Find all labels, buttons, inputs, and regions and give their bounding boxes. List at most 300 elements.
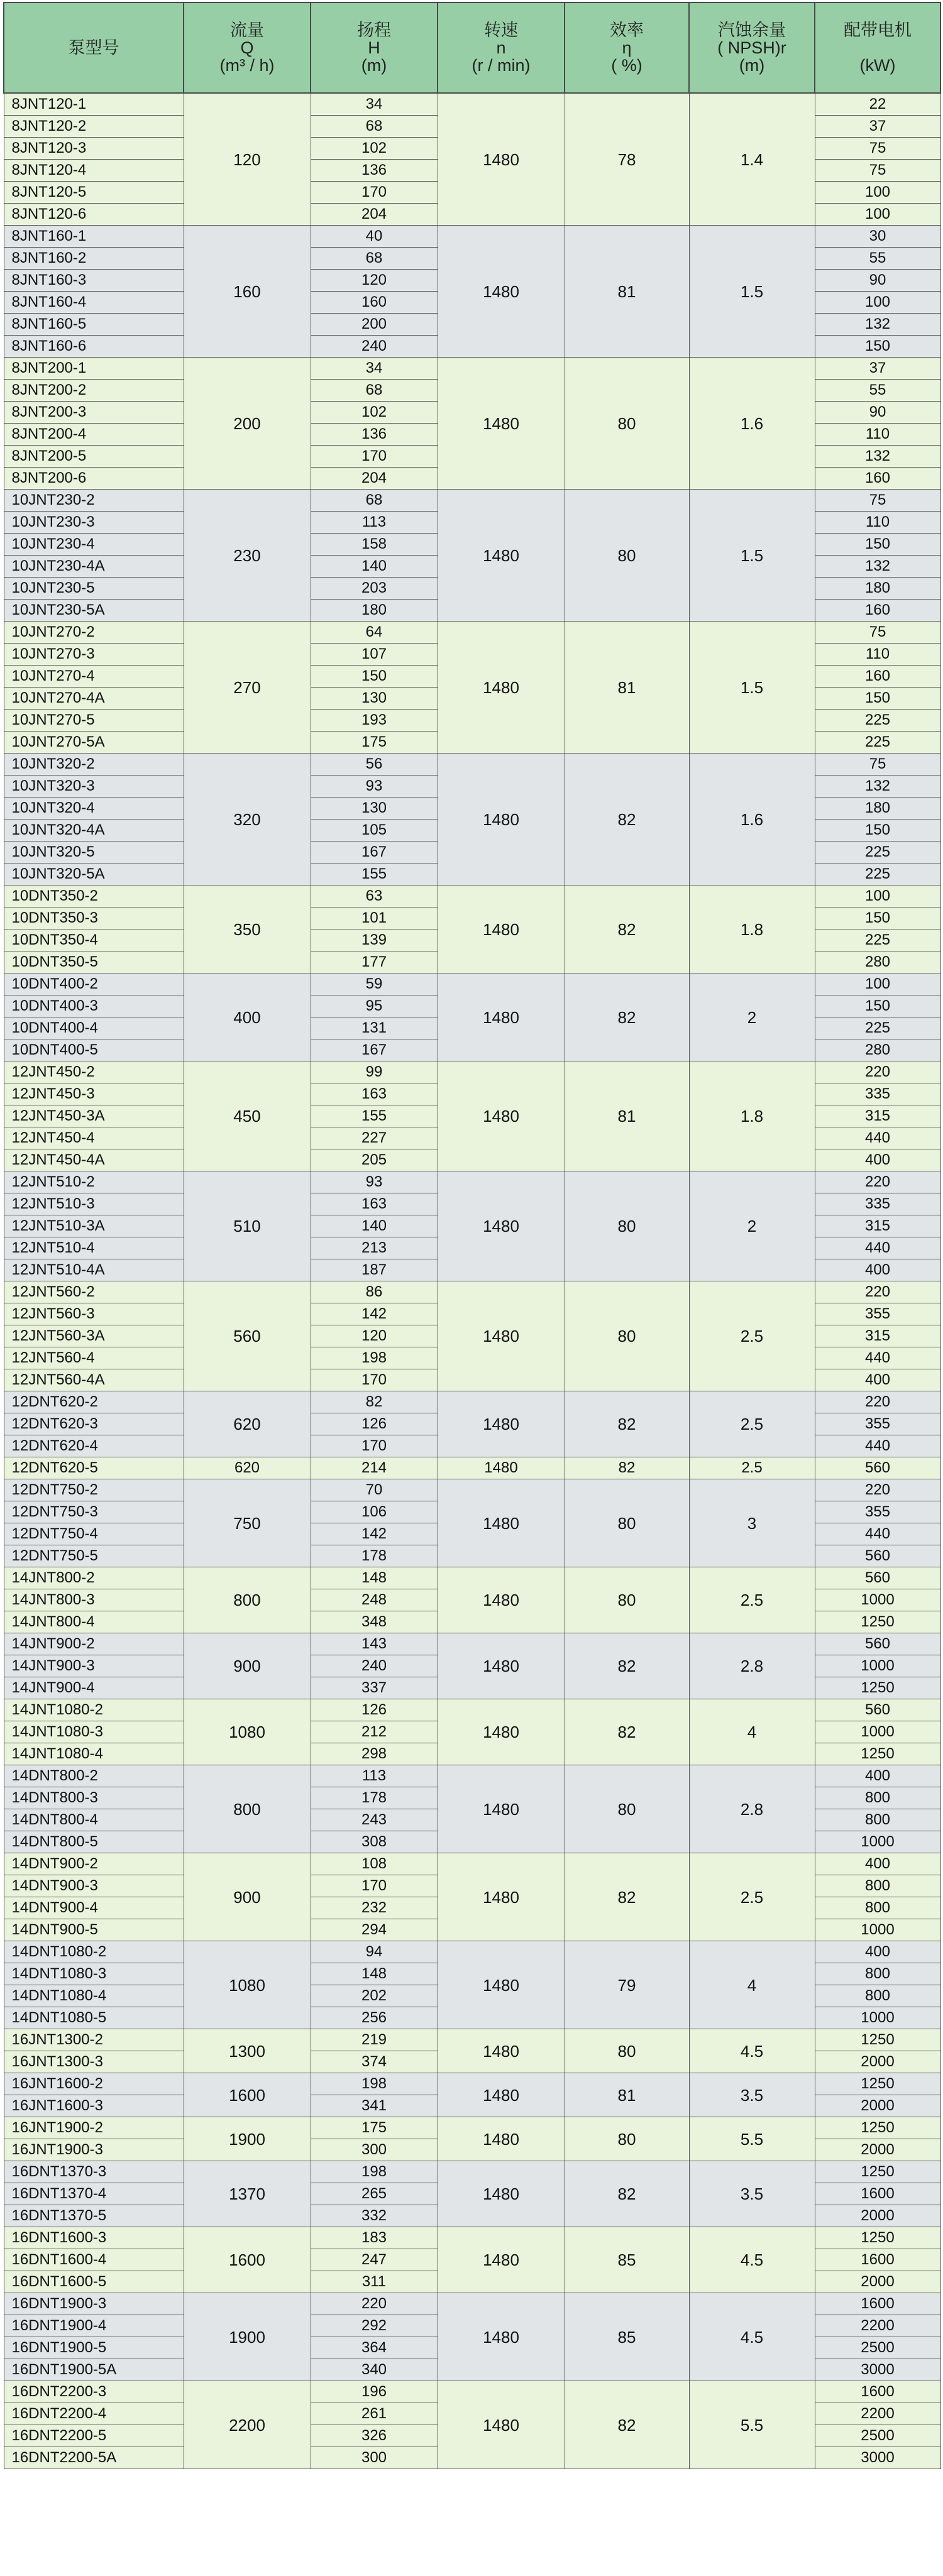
header-line: H <box>368 38 380 57</box>
model-cell: 16DNT2200-4 <box>4 2403 184 2425</box>
npsh-cell: 2.5 <box>689 1281 815 1391</box>
motor-power-cell: 75 <box>815 622 940 644</box>
model-cell: 8JNT160-6 <box>4 336 184 358</box>
head-cell: 106 <box>311 1501 438 1523</box>
head-cell: 95 <box>311 995 438 1017</box>
table-row <box>4 1479 940 1501</box>
head-cell: 155 <box>311 863 438 885</box>
motor-power-cell: 180 <box>815 797 940 819</box>
head-cell: 256 <box>311 2007 438 2029</box>
pump-spec-table <box>3 2 941 2469</box>
motor-power-cell: 1000 <box>815 1831 940 1853</box>
model-cell: 16JNT1600-2 <box>4 2073 184 2095</box>
head-cell: 364 <box>311 2337 438 2359</box>
model-cell: 8JNT200-2 <box>4 380 184 402</box>
speed-cell: 1480 <box>438 2029 565 2073</box>
motor-power-cell: 560 <box>815 1633 940 1655</box>
head-cell: 203 <box>311 578 438 600</box>
header-speed <box>438 3 565 93</box>
npsh-cell: 3 <box>689 1479 815 1567</box>
npsh-cell: 2 <box>689 973 815 1061</box>
model-cell: 12JNT510-4A <box>4 1259 184 1281</box>
head-cell: 68 <box>311 380 438 402</box>
header-model <box>4 3 184 93</box>
motor-power-cell: 150 <box>815 336 940 358</box>
speed-cell: 1480 <box>438 1479 565 1567</box>
head-cell: 34 <box>311 93 438 116</box>
model-cell: 16DNT1370-5 <box>4 2205 184 2227</box>
head-cell: 142 <box>311 1523 438 1545</box>
efficiency-cell: 80 <box>565 1765 689 1853</box>
motor-power-cell: 100 <box>815 182 940 204</box>
head-cell: 340 <box>311 2359 438 2381</box>
speed-cell: 1480 <box>438 1567 565 1633</box>
motor-power-cell: 1250 <box>815 2073 940 2095</box>
flow-cell: 560 <box>184 1281 311 1391</box>
model-cell: 12JNT510-2 <box>4 1171 184 1193</box>
head-cell: 212 <box>311 1721 438 1743</box>
model-cell: 16JNT1300-3 <box>4 2051 184 2073</box>
model-cell: 10JNT320-4A <box>4 819 184 841</box>
model-cell: 8JNT120-2 <box>4 116 184 138</box>
efficiency-cell: 82 <box>565 2161 689 2227</box>
npsh-cell: 1.5 <box>689 622 815 754</box>
motor-power-cell: 1000 <box>815 1721 940 1743</box>
head-cell: 64 <box>311 622 438 644</box>
efficiency-cell: 80 <box>565 2029 689 2073</box>
motor-power-cell: 225 <box>815 710 940 732</box>
flow-cell: 450 <box>184 1061 311 1171</box>
motor-power-cell: 800 <box>815 1787 940 1809</box>
model-cell: 14JNT1080-3 <box>4 1721 184 1743</box>
head-cell: 99 <box>311 1061 438 1083</box>
efficiency-cell: 82 <box>565 885 689 973</box>
efficiency-cell: 80 <box>565 1171 689 1281</box>
npsh-cell: 1.4 <box>689 93 815 226</box>
table-row <box>4 2029 940 2051</box>
head-cell: 232 <box>311 1897 438 1919</box>
model-cell: 12JNT510-3A <box>4 1215 184 1237</box>
motor-power-cell: 355 <box>815 1303 940 1325</box>
motor-power-cell: 225 <box>815 863 940 885</box>
efficiency-cell: 82 <box>565 1633 689 1699</box>
flow-cell: 350 <box>184 885 311 973</box>
head-cell: 158 <box>311 534 438 556</box>
table-row <box>4 2161 940 2183</box>
speed-cell: 1480 <box>438 2073 565 2117</box>
speed-cell: 1480 <box>438 1941 565 2029</box>
flow-cell: 620 <box>184 1391 311 1457</box>
model-cell: 12DNT620-3 <box>4 1413 184 1435</box>
speed-cell: 1480 <box>438 2293 565 2381</box>
motor-power-cell: 355 <box>815 1501 940 1523</box>
model-cell: 14DNT1080-3 <box>4 1963 184 1985</box>
motor-power-cell: 160 <box>815 468 940 490</box>
model-cell: 16DNT1600-4 <box>4 2249 184 2271</box>
header-line: (m³ / h) <box>219 56 275 75</box>
flow-cell: 1300 <box>184 2029 311 2073</box>
motor-power-cell: 1250 <box>815 1677 940 1699</box>
speed-cell: 1480 <box>438 490 565 622</box>
head-cell: 140 <box>311 1215 438 1237</box>
motor-power-cell: 440 <box>815 1127 940 1149</box>
model-cell: 12JNT450-2 <box>4 1061 184 1083</box>
model-cell: 10JNT320-4 <box>4 797 184 819</box>
flow-cell: 400 <box>184 973 311 1061</box>
head-cell: 108 <box>311 1853 438 1875</box>
motor-power-cell: 150 <box>815 688 940 710</box>
table-row <box>4 1281 940 1303</box>
model-cell: 14JNT900-3 <box>4 1655 184 1677</box>
head-cell: 200 <box>311 314 438 336</box>
motor-power-cell: 800 <box>815 1963 940 1985</box>
npsh-cell: 1.5 <box>689 490 815 622</box>
head-cell: 204 <box>311 204 438 226</box>
efficiency-cell: 85 <box>565 2293 689 2381</box>
model-cell: 14DNT800-5 <box>4 1831 184 1853</box>
motor-power-cell: 400 <box>815 1149 940 1171</box>
head-cell: 326 <box>311 2425 438 2447</box>
motor-power-cell: 335 <box>815 1083 940 1105</box>
efficiency-cell: 81 <box>565 622 689 754</box>
header-line: (kW) <box>859 56 896 75</box>
motor-power-cell: 2500 <box>815 2337 940 2359</box>
head-cell: 337 <box>311 1677 438 1699</box>
table-row <box>4 490 940 512</box>
motor-power-cell: 55 <box>815 248 940 270</box>
head-cell: 170 <box>311 1875 438 1897</box>
motor-power-cell: 400 <box>815 1765 940 1787</box>
head-cell: 240 <box>311 1655 438 1677</box>
header-line: 转速 <box>484 21 518 40</box>
model-cell: 14DNT900-4 <box>4 1897 184 1919</box>
npsh-cell: 2 <box>689 1171 815 1281</box>
model-cell: 14DNT1080-5 <box>4 2007 184 2029</box>
flow-cell: 2200 <box>184 2381 311 2469</box>
npsh-cell: 2.5 <box>689 1853 815 1941</box>
npsh-cell: 4.5 <box>689 2029 815 2073</box>
model-cell: 12JNT510-3 <box>4 1193 184 1215</box>
motor-power-cell: 132 <box>815 776 940 797</box>
table-row <box>4 1567 940 1589</box>
head-cell: 308 <box>311 1831 438 1853</box>
motor-power-cell: 110 <box>815 424 940 446</box>
head-cell: 214 <box>311 1457 438 1479</box>
model-cell: 10DNT350-3 <box>4 907 184 929</box>
speed-cell: 1480 <box>438 1765 565 1853</box>
speed-cell: 1480 <box>438 2161 565 2227</box>
model-cell: 12JNT450-3 <box>4 1083 184 1105</box>
speed-cell: 1480 <box>438 1171 565 1281</box>
efficiency-cell: 79 <box>565 1941 689 2029</box>
model-cell: 10JNT270-5 <box>4 710 184 732</box>
head-cell: 193 <box>311 710 438 732</box>
efficiency-cell: 85 <box>565 2227 689 2293</box>
head-cell: 131 <box>311 1017 438 1039</box>
table-row <box>4 2073 940 2095</box>
speed-cell: 1480 <box>438 1699 565 1765</box>
head-cell: 170 <box>311 1369 438 1391</box>
motor-power-cell: 1000 <box>815 1655 940 1677</box>
table-row <box>4 1853 940 1875</box>
header-line: 泵型号 <box>68 38 119 57</box>
efficiency-cell: 80 <box>565 1567 689 1633</box>
head-cell: 198 <box>311 2161 438 2183</box>
motor-power-cell: 1600 <box>815 2381 940 2403</box>
model-cell: 14JNT1080-2 <box>4 1699 184 1721</box>
motor-power-cell: 2000 <box>815 2095 940 2117</box>
head-cell: 126 <box>311 1413 438 1435</box>
model-cell: 8JNT200-4 <box>4 424 184 446</box>
motor-power-cell: 560 <box>815 1699 940 1721</box>
header-line <box>815 39 940 57</box>
model-cell: 10JNT320-2 <box>4 754 184 776</box>
motor-power-cell: 75 <box>815 160 940 182</box>
motor-power-cell: 2000 <box>815 2139 940 2161</box>
model-cell: 12JNT560-4 <box>4 1347 184 1369</box>
head-cell: 167 <box>311 1039 438 1061</box>
motor-power-cell: 37 <box>815 358 940 380</box>
model-cell: 10DNT400-2 <box>4 973 184 995</box>
head-cell: 136 <box>311 424 438 446</box>
model-cell: 8JNT160-3 <box>4 270 184 292</box>
motor-power-cell: 100 <box>815 292 940 314</box>
head-cell: 155 <box>311 1105 438 1127</box>
head-cell: 227 <box>311 1127 438 1149</box>
motor-power-cell: 225 <box>815 929 940 951</box>
npsh-cell: 4.5 <box>689 2227 815 2293</box>
speed-cell: 1480 <box>438 1391 565 1457</box>
motor-power-cell: 225 <box>815 841 940 863</box>
speed-cell: 1480 <box>438 226 565 358</box>
motor-power-cell: 100 <box>815 204 940 226</box>
head-cell: 139 <box>311 929 438 951</box>
npsh-cell: 3.5 <box>689 2161 815 2227</box>
speed-cell: 1480 <box>438 2117 565 2161</box>
model-cell: 8JNT120-3 <box>4 138 184 160</box>
motor-power-cell: 1000 <box>815 1919 940 1941</box>
motor-power-cell: 1250 <box>815 2161 940 2183</box>
motor-power-cell: 160 <box>815 600 940 622</box>
header-line: 效率 <box>610 21 644 40</box>
motor-power-cell: 2000 <box>815 2205 940 2227</box>
motor-power-cell: 440 <box>815 1435 940 1457</box>
efficiency-cell: 82 <box>565 973 689 1061</box>
model-cell: 14JNT800-4 <box>4 1611 184 1633</box>
motor-power-cell: 220 <box>815 1281 940 1303</box>
speed-cell: 1480 <box>438 2227 565 2293</box>
efficiency-cell: 81 <box>565 1061 689 1171</box>
flow-cell: 200 <box>184 358 311 490</box>
head-cell: 86 <box>311 1281 438 1303</box>
npsh-cell: 1.6 <box>689 754 815 885</box>
head-cell: 143 <box>311 1633 438 1655</box>
motor-power-cell: 800 <box>815 1809 940 1831</box>
model-cell: 10JNT230-3 <box>4 512 184 534</box>
speed-cell: 1480 <box>438 1457 565 1479</box>
flow-cell: 900 <box>184 1853 311 1941</box>
model-cell: 10DNT350-5 <box>4 951 184 973</box>
motor-power-cell: 75 <box>815 754 940 776</box>
head-cell: 187 <box>311 1259 438 1281</box>
model-cell: 12JNT450-3A <box>4 1105 184 1127</box>
flow-cell: 1900 <box>184 2293 311 2381</box>
model-cell: 14JNT900-4 <box>4 1677 184 1699</box>
model-cell: 10JNT230-5 <box>4 578 184 600</box>
table-row <box>4 1391 940 1413</box>
header-line: 配带电机 <box>844 21 912 40</box>
table-header <box>4 3 940 93</box>
npsh-cell: 2.5 <box>689 1457 815 1479</box>
motor-power-cell: 2200 <box>815 2315 940 2337</box>
model-cell: 10JNT230-2 <box>4 490 184 512</box>
speed-cell: 1480 <box>438 93 565 226</box>
table-row <box>4 754 940 776</box>
head-cell: 196 <box>311 2381 438 2403</box>
head-cell: 105 <box>311 819 438 841</box>
head-cell: 175 <box>311 2117 438 2139</box>
model-cell: 16DNT2200-5A <box>4 2447 184 2469</box>
model-cell: 10DNT400-4 <box>4 1017 184 1039</box>
head-cell: 59 <box>311 973 438 995</box>
head-cell: 170 <box>311 182 438 204</box>
efficiency-cell: 80 <box>565 358 689 490</box>
head-cell: 292 <box>311 2315 438 2337</box>
motor-power-cell: 132 <box>815 556 940 578</box>
head-cell: 113 <box>311 512 438 534</box>
model-cell: 14DNT1080-4 <box>4 1985 184 2007</box>
efficiency-cell: 82 <box>565 2381 689 2469</box>
motor-power-cell: 2000 <box>815 2271 940 2293</box>
model-cell: 16DNT2200-3 <box>4 2381 184 2403</box>
head-cell: 261 <box>311 2403 438 2425</box>
table-row <box>4 226 940 248</box>
motor-power-cell: 150 <box>815 819 940 841</box>
flow-cell: 620 <box>184 1457 311 1479</box>
flow-cell: 900 <box>184 1633 311 1699</box>
model-cell: 8JNT120-5 <box>4 182 184 204</box>
motor-power-cell: 335 <box>815 1193 940 1215</box>
motor-power-cell: 100 <box>815 973 940 995</box>
head-cell: 240 <box>311 336 438 358</box>
model-cell: 8JNT200-6 <box>4 468 184 490</box>
model-cell: 16DNT1370-4 <box>4 2183 184 2205</box>
head-cell: 130 <box>311 797 438 819</box>
head-cell: 220 <box>311 2293 438 2315</box>
motor-power-cell: 2200 <box>815 2403 940 2425</box>
head-cell: 177 <box>311 951 438 973</box>
head-cell: 202 <box>311 1985 438 2007</box>
motor-power-cell: 110 <box>815 644 940 666</box>
model-cell: 10JNT230-5A <box>4 600 184 622</box>
motor-power-cell: 75 <box>815 490 940 512</box>
model-cell: 16JNT1600-3 <box>4 2095 184 2117</box>
model-cell: 16DNT1900-3 <box>4 2293 184 2315</box>
efficiency-cell: 82 <box>565 1699 689 1765</box>
npsh-cell: 1.6 <box>689 358 815 490</box>
flow-cell: 750 <box>184 1479 311 1567</box>
model-cell: 12DNT620-5 <box>4 1457 184 1479</box>
efficiency-cell: 80 <box>565 2117 689 2161</box>
model-cell: 10DNT350-4 <box>4 929 184 951</box>
flow-cell: 1900 <box>184 2117 311 2161</box>
model-cell: 14DNT1080-2 <box>4 1941 184 1963</box>
head-cell: 34 <box>311 358 438 380</box>
head-cell: 56 <box>311 754 438 776</box>
motor-power-cell: 1250 <box>815 2227 940 2249</box>
head-cell: 198 <box>311 1347 438 1369</box>
motor-power-cell: 560 <box>815 1457 940 1479</box>
motor-power-cell: 55 <box>815 380 940 402</box>
flow-cell: 1370 <box>184 2161 311 2227</box>
head-cell: 107 <box>311 644 438 666</box>
model-cell: 12DNT620-2 <box>4 1391 184 1413</box>
head-cell: 178 <box>311 1545 438 1567</box>
efficiency-cell: 80 <box>565 490 689 622</box>
model-cell: 14DNT800-2 <box>4 1765 184 1787</box>
model-cell: 12JNT450-4A <box>4 1149 184 1171</box>
model-cell: 10DNT350-2 <box>4 885 184 907</box>
table-row <box>4 1061 940 1083</box>
head-cell: 311 <box>311 2271 438 2293</box>
motor-power-cell: 110 <box>815 512 940 534</box>
model-cell: 8JNT160-5 <box>4 314 184 336</box>
motor-power-cell: 225 <box>815 1017 940 1039</box>
speed-cell: 1480 <box>438 1853 565 1941</box>
head-cell: 93 <box>311 1171 438 1193</box>
table-row <box>4 1941 940 1963</box>
head-cell: 294 <box>311 1919 438 1941</box>
model-cell: 10DNT400-5 <box>4 1039 184 1061</box>
model-cell: 8JNT160-1 <box>4 226 184 248</box>
head-cell: 300 <box>311 2139 438 2161</box>
table-row <box>4 973 940 995</box>
motor-power-cell: 22 <box>815 93 940 116</box>
motor-power-cell: 560 <box>815 1567 940 1589</box>
table-row <box>4 1765 940 1787</box>
flow-cell: 320 <box>184 754 311 885</box>
flow-cell: 800 <box>184 1765 311 1853</box>
table-row <box>4 885 940 907</box>
speed-cell: 1480 <box>438 754 565 885</box>
table-row <box>4 2117 940 2139</box>
npsh-cell: 5.5 <box>689 2381 815 2469</box>
model-cell: 14DNT900-5 <box>4 1919 184 1941</box>
motor-power-cell: 150 <box>815 534 940 556</box>
motor-power-cell: 132 <box>815 314 940 336</box>
header-line: Q <box>240 38 254 57</box>
motor-power-cell: 1600 <box>815 2293 940 2315</box>
model-cell: 12JNT510-4 <box>4 1237 184 1259</box>
model-cell: 12JNT560-3A <box>4 1325 184 1347</box>
table-row <box>4 2227 940 2249</box>
head-cell: 140 <box>311 556 438 578</box>
head-cell: 265 <box>311 2183 438 2205</box>
motor-power-cell: 440 <box>815 1347 940 1369</box>
motor-power-cell: 100 <box>815 885 940 907</box>
header-line: ( NPSH)r <box>717 38 786 57</box>
motor-power-cell: 90 <box>815 402 940 424</box>
motor-power-cell: 400 <box>815 1259 940 1281</box>
motor-power-cell: 800 <box>815 1875 940 1897</box>
model-cell: 16JNT1300-2 <box>4 2029 184 2051</box>
model-cell: 16JNT1900-3 <box>4 2139 184 2161</box>
header-motor <box>815 3 940 93</box>
efficiency-cell: 80 <box>565 1281 689 1391</box>
head-cell: 40 <box>311 226 438 248</box>
head-cell: 348 <box>311 1611 438 1633</box>
header-line: ( %) <box>611 56 642 75</box>
